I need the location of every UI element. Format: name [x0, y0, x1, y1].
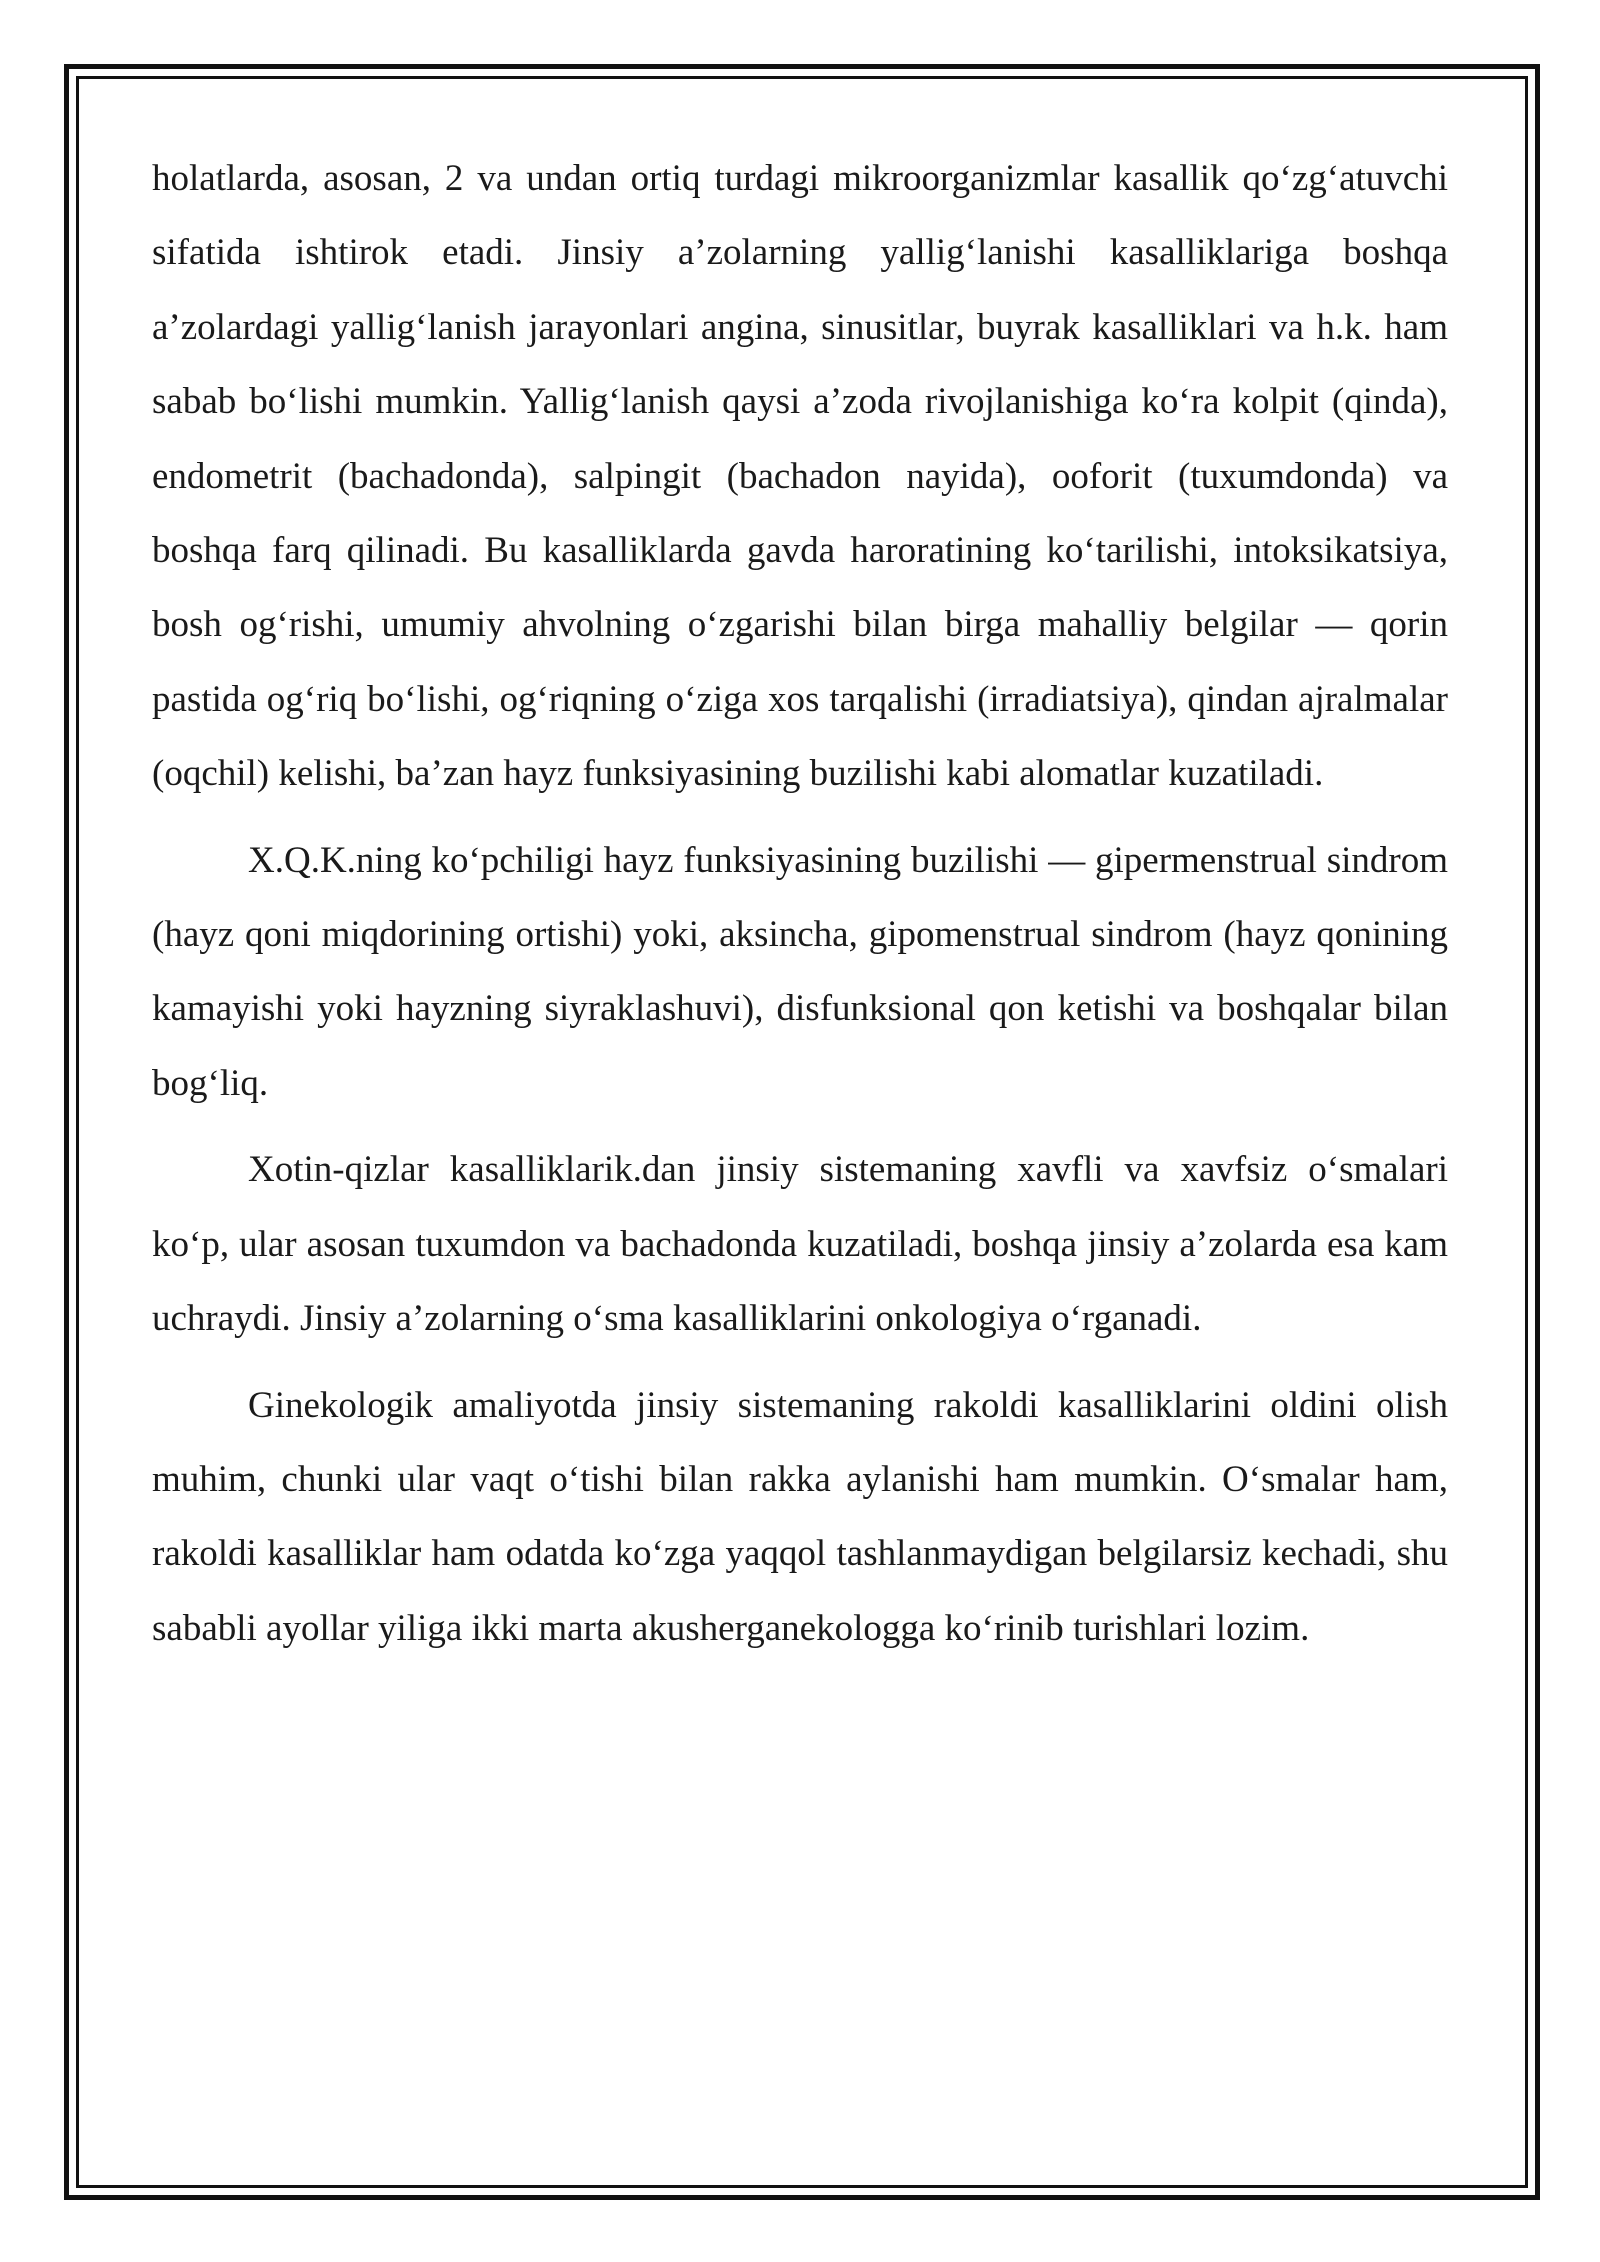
paragraph-continuation: holatlarda, asosan, 2 va undan ortiq turdagi mikroorganizmlar kasallik qo‘zg‘atuvchi sifatida ishtirok etadi. Jinsiy a’zolarning yallig‘lanishi kasalliklariga boshqa a’zolardagi yallig‘lanish jarayonlari angina, sinusitlar, buyrak kasalliklari va h.k. ham sabab bo‘lishi mumkin. Yallig‘lanish qaysi a’zoda rivojlanishiga ko‘ra kolpit (qinda), endometrit (bachadonda), salpingit (bachadon nayida), ooforit (tuxumdonda) va boshqa farq qilinadi. Bu kasalliklarda gavda haroratining ko‘tarilishi, intoksikatsiya, bosh og‘rishi, umumiy ahvolning o‘zgarishi bilan birga mahalliy belgilar — qorin pastida og‘riq bo‘lishi, og‘riqning o‘ziga xos tarqalishi (irradiatsiya), qindan ajralmalar (oqchil) kelishi, ba’zan hayz funksiyasining buzilishi kabi alomatlar kuzatiladi.: [152, 158, 1448, 795]
document-body: [152, 142, 1448, 1678]
paragraph-tumors: Xotin-qizlar kasalliklarik.dan jinsiy sistemaning xavfli va xavfsiz o‘smalari ko‘p, ular asosan tuxumdon va bachadonda kuzatiladi, boshqa jinsiy a’zolarda esa kam uchraydi. Jinsiy a’zolarning o‘sma kasalliklarini onkologiya o‘rganadi.: [152, 1149, 1448, 1340]
paragraph-xqk: X.Q.K.ning ko‘pchiligi hayz funksiyasining buzilishi — gipermenstrual sindrom (hayz qoni miqdorining ortishi) yoki, aksincha, gipomenstrual sindrom (hayz qonining kamayishi yoki hayzning siyraklashuvi), disfunksional qon ketishi va boshqalar bilan bog‘liq.: [152, 839, 1448, 1104]
paragraph-precancer: Ginekologik amaliyotda jinsiy sistemaning rakoldi kasalliklarini oldini olish muhim, chunki ular vaqt o‘tishi bilan rakka aylanishi ham mumkin. O‘smalar ham, rakoldi kasalliklar ham odatda ko‘zga yaqqol tashlanmaydigan belgilarsiz kechadi, shu sababli ayollar yiliga ikki marta akusherganekologga ko‘rinib turishlari lozim.: [152, 1384, 1448, 1649]
